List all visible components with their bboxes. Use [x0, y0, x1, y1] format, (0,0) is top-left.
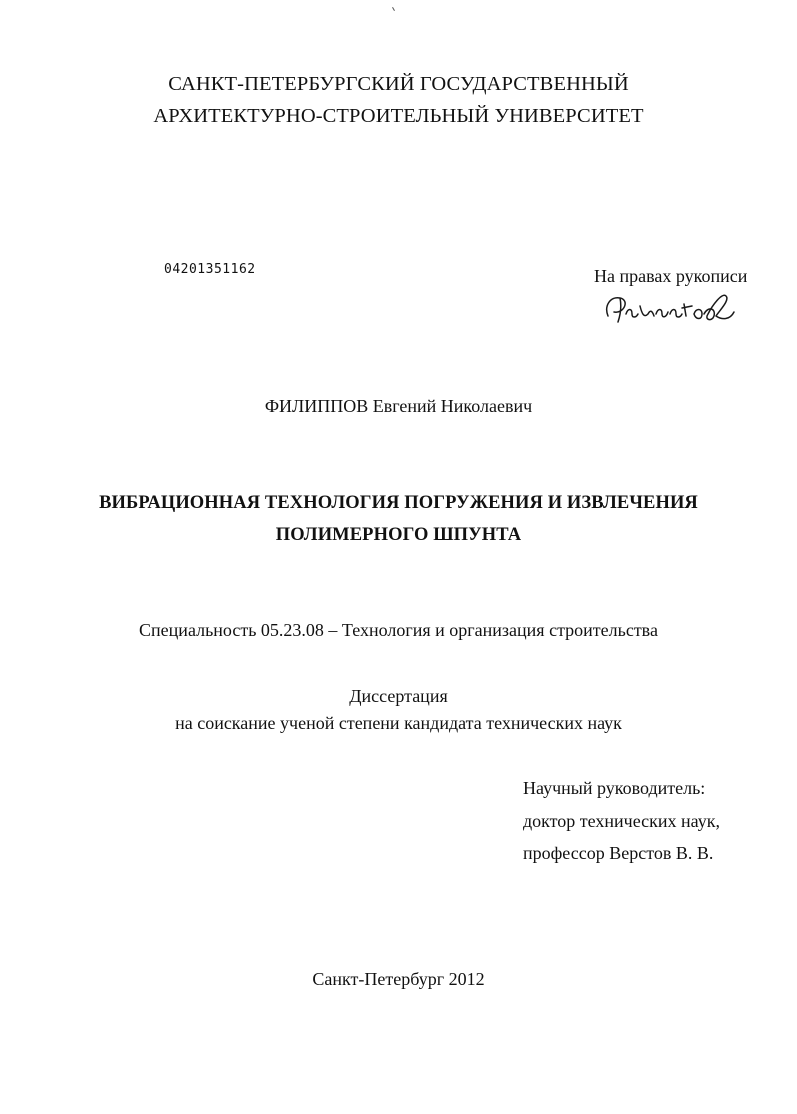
specialty-line: Специальность 05.23.08 – Технология и организация строительства [139, 620, 658, 640]
degree-line: на соискание ученой степени кандидата технических наук [175, 713, 622, 733]
university-name-line1: САНКТ-ПЕТЕРБУРГСКИЙ ГОСУДАРСТВЕННЫЙ [168, 73, 629, 95]
scan-speck [392, 7, 395, 11]
dissertation-title-line2: ПОЛИМЕРНОГО ШПУНТА [275, 525, 522, 545]
advisor-label: Научный руководитель: [523, 778, 706, 798]
handwritten-signature [600, 286, 742, 330]
dissertation-title-line1: ВИБРАЦИОННАЯ ТЕХНОЛОГИЯ ПОГРУЖЕНИЯ И ИЗВЛЕЧЕНИЯ [99, 493, 698, 513]
author-name: ФИЛИППОВ Евгений Николаевич [264, 396, 533, 416]
dissertation-type: Диссертация [349, 686, 448, 706]
city-year: Санкт-Петербург 2012 [312, 969, 485, 989]
university-name-line2: АРХИТЕКТУРНО-СТРОИТЕЛЬНЫЙ УНИВЕРСИТЕТ [153, 105, 644, 127]
advisor-name: профессор Верстов В. В. [523, 843, 714, 863]
manuscript-rights-note: На правах рукописи [594, 266, 748, 286]
advisor-degree: доктор технических наук, [523, 811, 720, 831]
document-number: 04201351162 [164, 262, 256, 277]
